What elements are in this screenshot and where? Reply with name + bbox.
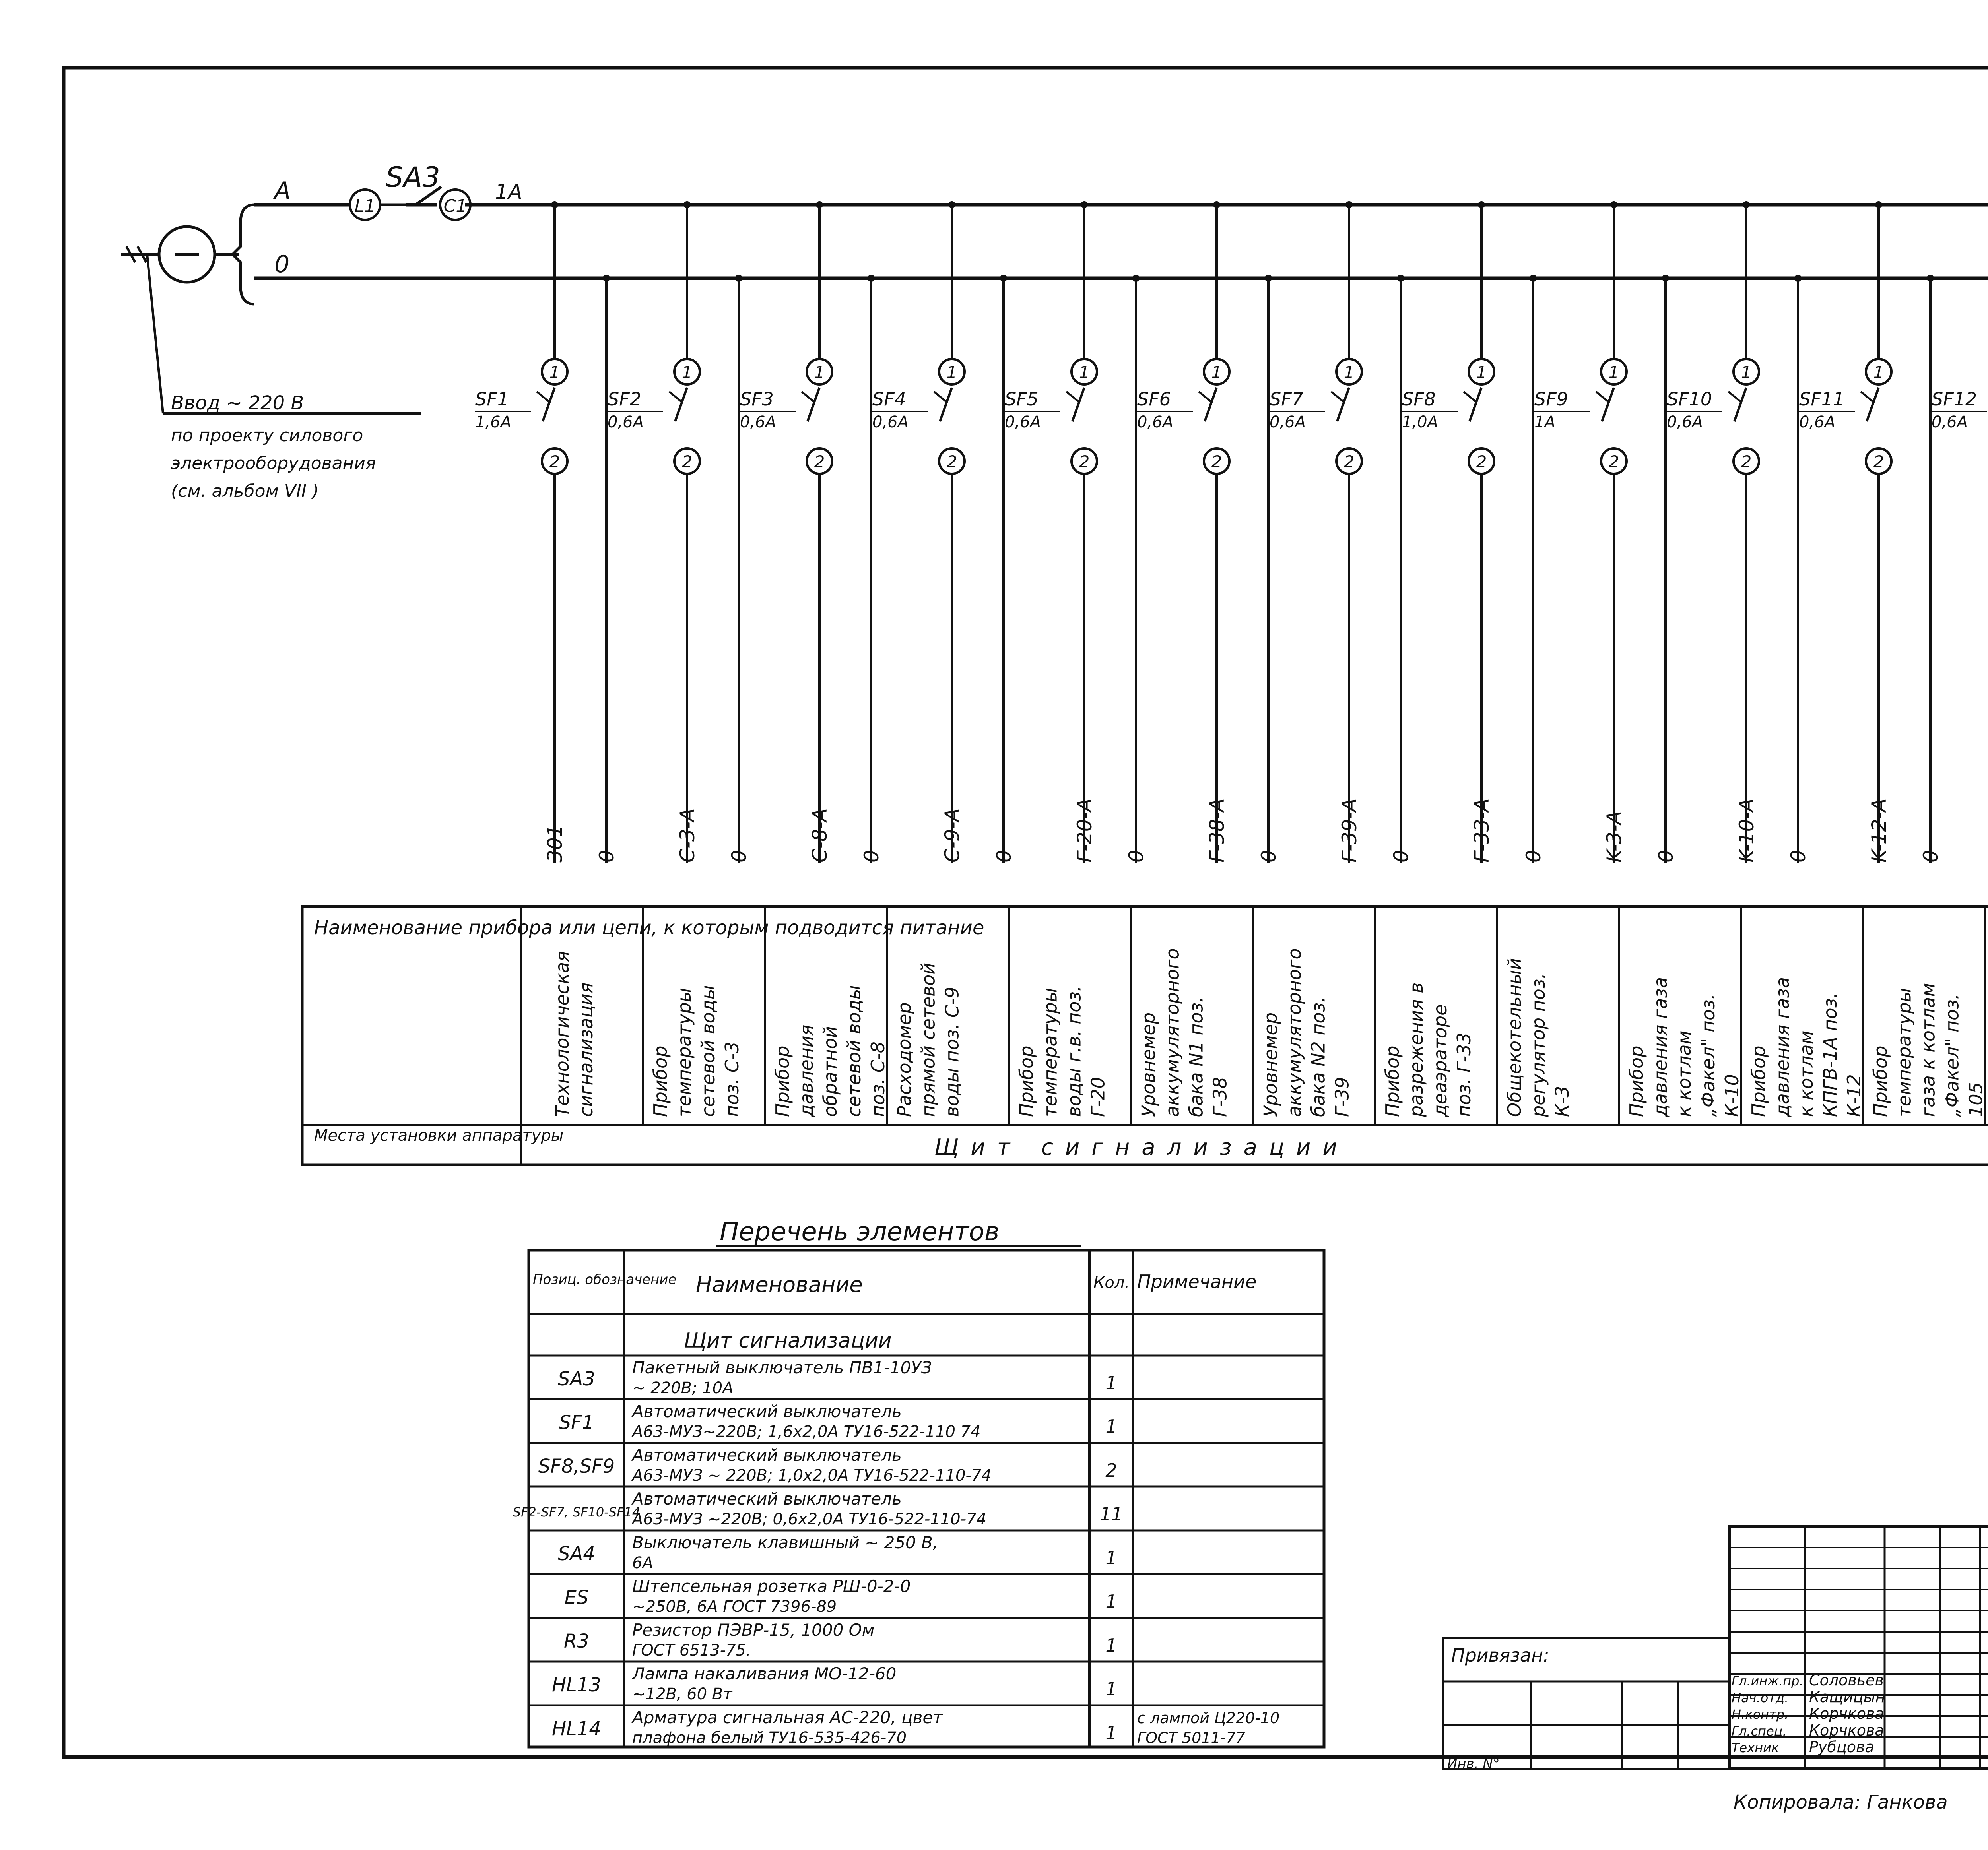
svg-text:~250В, 6А ГОСТ 7396-89: ~250В, 6А ГОСТ 7396-89: [632, 1598, 837, 1616]
svg-text:Пакетный выключатель ПВ1-10УЗ: Пакетный выключатель ПВ1-10УЗ: [632, 1358, 932, 1377]
neutral-label: 0: [1522, 850, 1545, 863]
svg-text:газа к котлам: газа к котлам: [1917, 983, 1939, 1117]
circuit-label: K-10-A: [1735, 798, 1758, 863]
breaker-sf5: [1005, 201, 1148, 863]
svg-text:2: 2: [814, 452, 825, 471]
svg-text:SF1: SF1: [559, 1412, 594, 1434]
svg-text:2: 2: [1873, 452, 1884, 471]
svg-text:ES: ES: [564, 1586, 589, 1609]
svg-text:1: 1: [1105, 1591, 1117, 1612]
svg-text:C1: C1: [443, 196, 467, 216]
breaker-sf1: [475, 201, 618, 863]
svg-text:плафона белый ТУ16-535-426-70: плафона белый ТУ16-535-426-70: [632, 1729, 907, 1747]
circuit-label: Г-39-A: [1338, 798, 1361, 863]
circuit-label: K-12-A: [1868, 798, 1891, 863]
breaker-rating: 1A: [1534, 413, 1555, 431]
neutral-label: 0: [1787, 850, 1810, 863]
svg-text:ГОСТ 6513-75.: ГОСТ 6513-75.: [632, 1641, 751, 1660]
svg-text:температуры: температуры: [1039, 987, 1061, 1117]
purpose-header: Наименование прибора или цепи, к которым подводится питание: [314, 917, 984, 939]
svg-text:„Факел" поз.: „Факел" поз.: [1697, 993, 1719, 1117]
svg-text:Примечание: Примечание: [1137, 1271, 1257, 1292]
circuit-label: Г-33-A: [1470, 798, 1493, 863]
svg-text:Лампа накаливания МО-12-60: Лампа накаливания МО-12-60: [632, 1664, 897, 1683]
breaker-sf12: [1932, 201, 1988, 863]
element-list-section: Щит сигнализации: [684, 1329, 892, 1353]
breaker-sf6: [1137, 201, 1280, 863]
breaker-rating: 0,6A: [1005, 413, 1041, 431]
purpose-column: [551, 951, 597, 1117]
breaker-rating: 0,6A: [740, 413, 776, 431]
circuit-label: 301: [544, 824, 567, 863]
svg-text:„Факел" поз.: „Факел" поз.: [1941, 993, 1963, 1117]
neutral-label: 0: [860, 850, 883, 863]
svg-text:Прибор: Прибор: [1870, 1045, 1891, 1117]
purpose-column: [1016, 986, 1109, 1117]
breaker-rating: 0,6A: [1799, 413, 1835, 431]
svg-text:Автоматический выключатель: Автоматический выключатель: [632, 1402, 902, 1421]
svg-text:К-10: К-10: [1721, 1074, 1743, 1117]
input-note-4: (см. альбом VII ): [171, 481, 319, 501]
breaker-sf9: [1534, 201, 1677, 863]
purpose-column: [1138, 948, 1231, 1117]
svg-text:Н.контр.: Н.контр.: [1732, 1707, 1789, 1722]
svg-text:Прибор: Прибор: [1015, 1045, 1037, 1117]
svg-text:HL14: HL14: [552, 1718, 601, 1740]
svg-text:температуры: температуры: [673, 987, 695, 1117]
svg-text:Соловьев: Соловьев: [1809, 1672, 1884, 1689]
switch-sa3-label: SA3: [386, 161, 440, 194]
breaker-name: SF11: [1799, 388, 1845, 410]
tied-label: Привязан:: [1451, 1644, 1549, 1666]
inv-label: Инв. N°: [1447, 1756, 1500, 1772]
svg-text:~ 220В; 10А: ~ 220В; 10А: [632, 1379, 734, 1397]
svg-text:2: 2: [1105, 1460, 1117, 1481]
svg-text:1: 1: [1105, 1372, 1117, 1394]
svg-text:6А: 6А: [632, 1554, 653, 1572]
svg-text:ГОСТ 5011-77: ГОСТ 5011-77: [1137, 1729, 1245, 1747]
circuit-label: Г-20-A: [1073, 798, 1096, 863]
breaker-name: SF2: [608, 388, 641, 410]
svg-text:1: 1: [1105, 1678, 1117, 1700]
svg-text:температуры: температуры: [1893, 987, 1915, 1117]
svg-text:Кол.: Кол.: [1093, 1274, 1130, 1292]
svg-text:1: 1: [1343, 363, 1355, 382]
breaker-name: SF3: [740, 388, 774, 410]
purpose-column: [1626, 977, 1743, 1117]
breaker-rating: 0,6A: [1270, 413, 1306, 431]
circuit-label: Г-38-A: [1206, 798, 1229, 863]
svg-text:поз. С-8: поз. С-8: [867, 1041, 889, 1117]
svg-text:2: 2: [1079, 452, 1090, 471]
svg-text:Гл.спец.: Гл.спец.: [1732, 1724, 1787, 1739]
svg-text:деаэраторе: деаэраторе: [1429, 1004, 1451, 1117]
purpose-column: [1382, 983, 1475, 1117]
wire-1a-label: 1A: [495, 180, 522, 204]
breaker-sf11: [1799, 201, 1942, 863]
svg-text:~12В, 60 Вт: ~12В, 60 Вт: [632, 1685, 732, 1703]
purpose-column: [1870, 983, 1987, 1117]
svg-text:2: 2: [1343, 452, 1355, 471]
input-note-1: Ввод ~ 220 В: [171, 392, 304, 414]
svg-text:Прибор: Прибор: [771, 1045, 793, 1117]
phase-label: A: [274, 177, 291, 205]
element-row: [558, 1533, 1117, 1572]
svg-text:А63-МУЗ~220В; 1,6х2,0А ТУ16-52: А63-МУЗ~220В; 1,6х2,0А ТУ16-522-110 74: [632, 1423, 981, 1441]
svg-text:Прибор: Прибор: [1382, 1045, 1404, 1117]
breaker-name: SF7: [1270, 388, 1303, 410]
title-block: [1443, 1526, 1988, 1772]
svg-text:Прибор: Прибор: [649, 1045, 671, 1117]
circuit-label: K-3-A: [1603, 811, 1626, 863]
svg-text:Выключатель клавишный ~ 250 В,: Выключатель клавишный ~ 250 В,: [632, 1533, 938, 1552]
purpose-column: [1260, 948, 1353, 1117]
svg-text:2: 2: [549, 452, 560, 471]
svg-text:Техник: Техник: [1732, 1740, 1779, 1755]
svg-text:SF2-SF7, SF10-SF14: SF2-SF7, SF10-SF14: [513, 1505, 641, 1520]
breaker-name: SF4: [872, 388, 906, 410]
svg-text:Технологическая: Технологическая: [551, 951, 573, 1117]
neutral-label: 0: [728, 850, 751, 863]
breaker-sf3: [740, 201, 883, 863]
svg-text:1: 1: [1741, 363, 1752, 382]
svg-text:воды поз. С-9: воды поз. С-9: [941, 987, 963, 1117]
svg-text:давления газа: давления газа: [1649, 977, 1671, 1117]
purpose-column: [1748, 977, 1865, 1117]
svg-text:1: 1: [1105, 1722, 1117, 1743]
svg-text:SA4: SA4: [558, 1543, 595, 1565]
svg-text:Г-20: Г-20: [1087, 1077, 1109, 1117]
breaker-branches: [475, 201, 1988, 863]
svg-text:11: 11: [1099, 1503, 1123, 1525]
svg-text:Рубцова: Рубцова: [1809, 1738, 1874, 1756]
svg-text:2: 2: [1741, 452, 1752, 471]
svg-text:К-12: К-12: [1843, 1074, 1865, 1117]
purpose-column: [894, 963, 963, 1117]
neutral-label: 0: [1654, 850, 1677, 863]
svg-text:1: 1: [1105, 1635, 1117, 1656]
svg-text:бака N1 поз.: бака N1 поз.: [1185, 997, 1207, 1117]
svg-text:2: 2: [1476, 452, 1487, 471]
breaker-sf7: [1270, 201, 1413, 863]
svg-text:1: 1: [1211, 363, 1222, 382]
install-value: Щит сигнализации: [934, 1134, 1349, 1160]
breaker-rating: 1,0A: [1402, 413, 1438, 431]
breaker-name: SF5: [1005, 388, 1039, 410]
svg-text:1: 1: [1105, 1416, 1117, 1437]
svg-text:к котлам: к котлам: [1795, 1030, 1817, 1117]
svg-text:поз. Г-33: поз. Г-33: [1453, 1032, 1475, 1117]
copied-by: Копировала: Ганкова: [1734, 1791, 1948, 1813]
supply-section: [121, 161, 1988, 501]
svg-text:1: 1: [946, 363, 957, 382]
svg-text:Расходомер: Расходомер: [893, 1002, 915, 1117]
svg-text:поз. С-3: поз. С-3: [721, 1041, 743, 1117]
svg-text:Гл.инж.пр.: Гл.инж.пр.: [1732, 1674, 1804, 1689]
svg-text:Общекотельный: Общекотельный: [1504, 958, 1525, 1117]
svg-text:Штепсельная розетка РШ-0-2-0: Штепсельная розетка РШ-0-2-0: [632, 1577, 911, 1596]
svg-text:регулятор поз.: регулятор поз.: [1528, 973, 1549, 1117]
breaker-rating: 0,6A: [1932, 413, 1968, 431]
svg-text:Уровнемер: Уровнемер: [1260, 1012, 1281, 1117]
svg-text:Кащицын: Кащицын: [1809, 1688, 1885, 1706]
breaker-name: SF6: [1137, 388, 1171, 410]
svg-text:Корчкова: Корчкова: [1809, 1705, 1884, 1722]
purpose-column: [650, 985, 743, 1117]
neutral-label: 0: [1257, 850, 1280, 863]
svg-text:Резистор ПЭВР-15, 1000 Ом: Резистор ПЭВР-15, 1000 Ом: [632, 1620, 875, 1640]
svg-text:1: 1: [1079, 363, 1090, 382]
install-label: Места установки аппаратуры: [314, 1127, 564, 1145]
svg-text:1: 1: [1105, 1547, 1117, 1569]
element-row: [558, 1358, 1117, 1397]
svg-text:2: 2: [1211, 452, 1222, 471]
element-row: [559, 1402, 1117, 1441]
input-note-3: электрооборудования: [171, 453, 376, 473]
breaker-name: SF8: [1402, 388, 1436, 410]
breaker-rating: 0,6A: [1667, 413, 1703, 431]
svg-text:Г-38: Г-38: [1209, 1077, 1231, 1117]
purpose-column: [772, 985, 889, 1117]
breaker-name: SF12: [1932, 388, 1977, 410]
neutral-label: 0: [1919, 850, 1942, 863]
circuit-label: C-9-A: [941, 808, 964, 863]
svg-text:Корчкова: Корчкова: [1809, 1722, 1884, 1739]
svg-text:Нач.отд.: Нач.отд.: [1732, 1690, 1789, 1705]
svg-text:К-3: К-3: [1551, 1086, 1573, 1117]
breaker-rating: 0,6A: [872, 413, 909, 431]
breaker-sf8: [1402, 201, 1545, 863]
svg-text:SA3: SA3: [558, 1368, 595, 1390]
element-row: [513, 1489, 1123, 1528]
svg-text:Автоматический выключатель: Автоматический выключатель: [632, 1489, 902, 1509]
input-note-2: по проекту силового: [171, 425, 363, 446]
svg-text:2: 2: [681, 452, 693, 471]
neutral-label: 0: [1390, 850, 1413, 863]
svg-text:1: 1: [681, 363, 693, 382]
svg-text:сетевой воды: сетевой воды: [697, 985, 719, 1117]
svg-text:Арматура сигнальная АС-220, цв: Арматура сигнальная АС-220, цвет: [632, 1708, 943, 1727]
element-list: [513, 1217, 1324, 1747]
neutral-label: 0: [1125, 850, 1148, 863]
element-row: [552, 1708, 1279, 1747]
neutral-label: 0: [274, 250, 290, 278]
svg-text:сетевой воды: сетевой воды: [843, 985, 865, 1117]
breaker-name: SF10: [1667, 388, 1712, 410]
svg-text:А63-МУЗ ~ 220В; 1,0х2,0А ТУ16-: А63-МУЗ ~ 220В; 1,0х2,0А ТУ16-522-110-74: [632, 1466, 992, 1485]
svg-text:А63-МУЗ ~220В; 0,6х2,0А ТУ16-5: А63-МУЗ ~220В; 0,6х2,0А ТУ16-522-110-74: [632, 1510, 987, 1528]
breaker-sf4: [872, 201, 1015, 863]
svg-text:Уровнемер: Уровнемер: [1138, 1012, 1159, 1117]
svg-text:1: 1: [814, 363, 825, 382]
svg-text:105: 105: [1965, 1082, 1987, 1117]
breaker-rating: 0,6A: [1137, 413, 1173, 431]
svg-text:разрежения в: разрежения в: [1406, 982, 1427, 1117]
svg-text:бака N2 поз.: бака N2 поз.: [1307, 997, 1329, 1117]
svg-text:2: 2: [1608, 452, 1619, 471]
svg-text:Наименование: Наименование: [696, 1272, 863, 1297]
svg-text:аккумуляторного: аккумуляторного: [1161, 948, 1183, 1117]
breaker-sf10: [1667, 201, 1810, 863]
element-row: [564, 1620, 1117, 1660]
svg-text:1: 1: [1476, 363, 1487, 382]
neutral-label: 0: [595, 850, 618, 863]
svg-text:Прибор: Прибор: [1747, 1045, 1769, 1117]
element-row: [565, 1577, 1117, 1616]
svg-text:Позиц. обозначение: Позиц. обозначение: [533, 1272, 677, 1288]
svg-text:R3: R3: [564, 1630, 589, 1652]
svg-text:1: 1: [1608, 363, 1619, 382]
svg-text:давления газа: давления газа: [1771, 977, 1793, 1117]
svg-text:КПГВ-1А поз.: КПГВ-1А поз.: [1819, 992, 1841, 1117]
element-list-title: Перечень элементов: [720, 1217, 1000, 1247]
purpose-column: [1504, 958, 1573, 1117]
breaker-rating: 0,6A: [608, 413, 644, 431]
svg-text:Г-39: Г-39: [1331, 1077, 1353, 1117]
purpose-table: [302, 906, 1988, 1165]
svg-text:аккумуляторного: аккумуляторного: [1283, 948, 1305, 1117]
svg-text:Автоматический выключатель: Автоматический выключатель: [632, 1445, 902, 1465]
svg-text:1: 1: [549, 363, 560, 382]
svg-text:2: 2: [946, 452, 957, 471]
breaker-name: SF1: [475, 388, 509, 410]
svg-text:1: 1: [1873, 363, 1884, 382]
svg-text:воды г.в. поз.: воды г.в. поз.: [1063, 985, 1085, 1117]
svg-text:сигнализация: сигнализация: [575, 982, 597, 1117]
svg-text:давления: давления: [795, 1024, 817, 1117]
svg-text:к котлам: к котлам: [1673, 1030, 1695, 1117]
svg-text:HL13: HL13: [552, 1674, 601, 1696]
svg-text:обратной: обратной: [819, 1026, 841, 1117]
breaker-rating: 1,6A: [475, 413, 511, 431]
svg-text:L1: L1: [354, 196, 376, 216]
svg-text:SF8,SF9: SF8,SF9: [538, 1455, 615, 1478]
neutral-label: 0: [992, 850, 1015, 863]
svg-text:с лампой Ц220-10: с лампой Ц220-10: [1137, 1709, 1280, 1727]
svg-text:прямой сетевой: прямой сетевой: [917, 962, 939, 1117]
svg-text:Прибор: Прибор: [1625, 1045, 1647, 1117]
drawing-frame: [64, 68, 1988, 1757]
circuit-label: C-8-A: [808, 808, 831, 863]
breaker-sf2: [608, 201, 751, 863]
element-row: [552, 1664, 1117, 1703]
breaker-name: SF9: [1534, 388, 1568, 410]
circuit-label: C-3-A: [676, 808, 699, 863]
